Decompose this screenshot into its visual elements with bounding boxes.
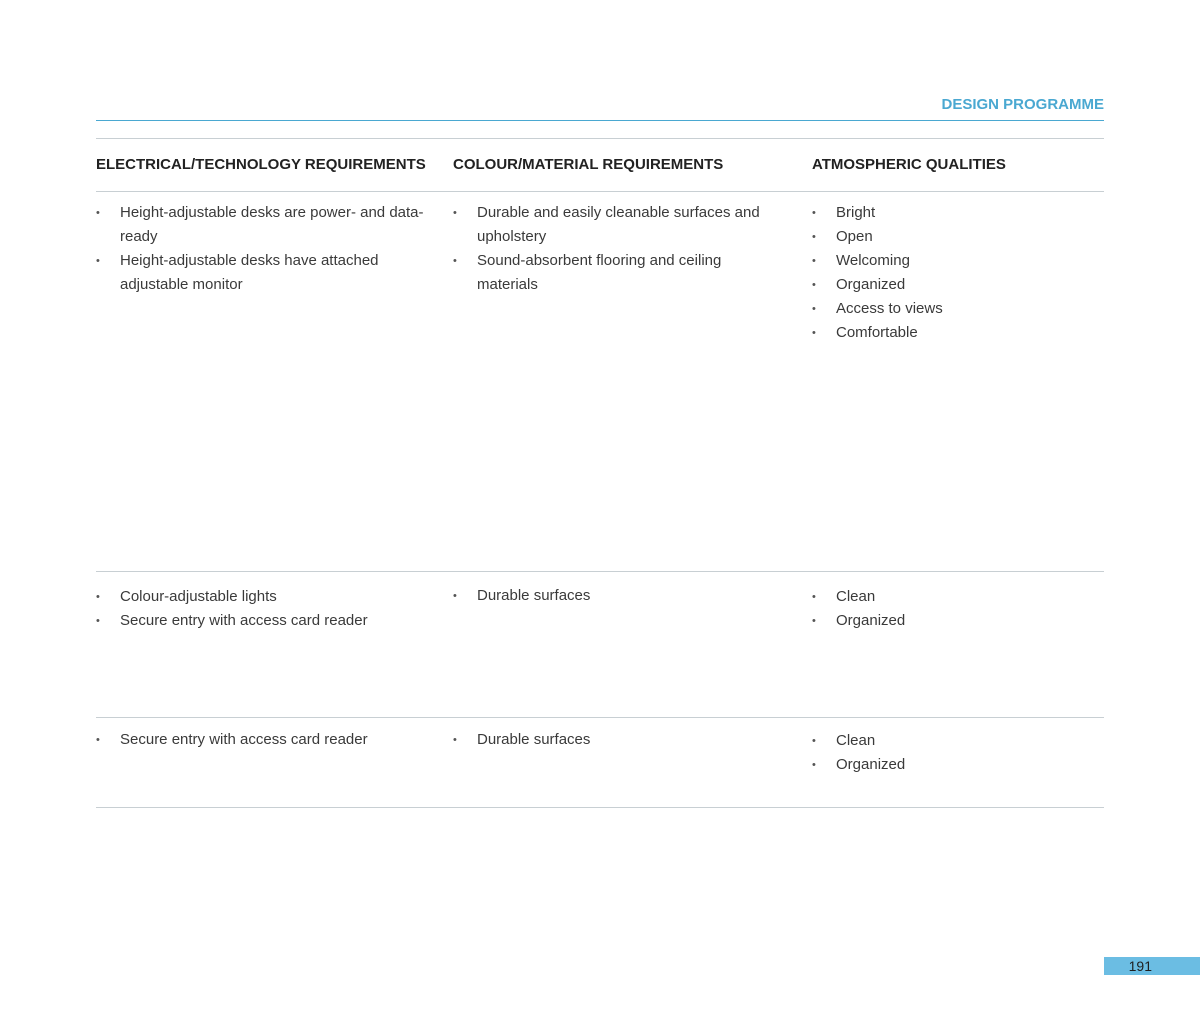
list-item: • Height-adjustable desks are power- and data-ready: [96, 201, 426, 249]
row-2-atmospheric-list: [812, 585, 1102, 633]
row-2-electrical-list: [96, 585, 426, 633]
list-item: • Durable surfaces: [453, 584, 783, 608]
list-item: • Organized: [812, 609, 1102, 633]
list-item: • Secure entry with access card reader: [96, 728, 426, 752]
list-item: • Open: [812, 225, 1102, 249]
page-number: 191: [1128, 958, 1152, 974]
row-2-colour-list: [453, 584, 783, 608]
list-item: • Comfortable: [812, 321, 1102, 345]
row-3-atmospheric-list: [812, 729, 1102, 777]
list-item: • Access to views: [812, 297, 1102, 321]
section-title: DESIGN PROGRAMME: [941, 96, 1104, 113]
column-header-electrical: ELECTRICAL/TECHNOLOGY REQUIREMENTS: [96, 156, 426, 173]
list-item: • Height-adjustable desks have attached adjustable monitor: [96, 249, 426, 297]
list-item: • Bright: [812, 201, 1102, 225]
table-header-rule: [96, 191, 1104, 192]
column-header-colour: COLOUR/MATERIAL REQUIREMENTS: [453, 156, 724, 173]
row-divider: [96, 571, 1104, 572]
page-number-tab: [1104, 957, 1200, 975]
list-item: • Durable and easily cleanable surfaces and upholstery: [453, 201, 783, 249]
column-header-atmospheric: ATMOSPHERIC QUALITIES: [812, 156, 1006, 173]
list-item: • Secure entry with access card reader: [96, 609, 426, 633]
row-3-electrical-list: [96, 728, 426, 752]
list-item: • Clean: [812, 585, 1102, 609]
list-item: • Durable surfaces: [453, 728, 783, 752]
table-top-rule: [96, 138, 1104, 139]
list-item: • Organized: [812, 273, 1102, 297]
row-1-electrical-list: [96, 201, 426, 297]
row-1-atmospheric-list: [812, 201, 1102, 345]
row-1-colour-list: [453, 201, 783, 297]
list-item: • Sound-absorbent flooring and ceiling materials: [453, 249, 783, 297]
table-bottom-rule: [96, 807, 1104, 808]
list-item: • Welcoming: [812, 249, 1102, 273]
row-divider: [96, 717, 1104, 718]
list-item: • Colour-adjustable lights: [96, 585, 426, 609]
row-3-colour-list: [453, 728, 783, 752]
list-item: • Clean: [812, 729, 1102, 753]
header-rule: [96, 120, 1104, 121]
list-item: • Organized: [812, 753, 1102, 777]
